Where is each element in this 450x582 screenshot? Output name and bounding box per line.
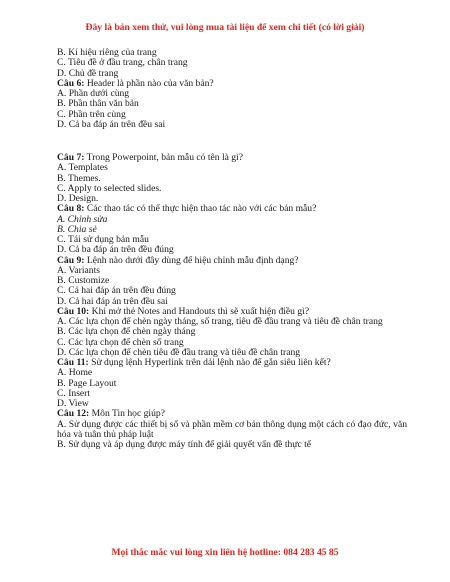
spacer bbox=[57, 130, 407, 153]
answer-option: D. Cả ba đáp án trên đều sai bbox=[57, 118, 166, 130]
question-number: Câu 6: bbox=[57, 77, 85, 89]
answer-option: C. Insert bbox=[57, 387, 91, 399]
question-text: Môn Tin học giúp? bbox=[89, 408, 165, 420]
answer-option: B. Chia sẻ bbox=[57, 223, 97, 235]
answer-option: D. Các lựa chọn để chèn tiêu đề đầu trang và tiêu đề chân trang bbox=[57, 346, 301, 358]
question-number: Câu 12: bbox=[57, 408, 90, 420]
question-8 bbox=[57, 204, 407, 214]
question-text: Sử dụng lệnh Hyperlink trên dải lệnh nào để gắn siêu liên kết? bbox=[88, 357, 331, 368]
answer-option: C. Các lựa chọn để chèn số trang bbox=[57, 336, 184, 348]
question-number: Câu 9: bbox=[57, 254, 85, 266]
answer-option: C. Apply to selected slides. bbox=[57, 182, 162, 194]
question-12 bbox=[57, 409, 407, 419]
answer-option: D. View bbox=[57, 398, 89, 409]
question-number: Câu 11: bbox=[57, 357, 89, 368]
question-text: Lệnh nào dưới đây dùng để hiệu chỉnh mẫu định dạng? bbox=[84, 254, 299, 266]
answer-option: A. Templates bbox=[57, 162, 108, 174]
question-7 bbox=[57, 153, 407, 163]
answer-option: C. Tiêu đề ở đầu trang, chân trang bbox=[57, 57, 188, 69]
answer-option: C. Cả hai đáp án trên đều đúng bbox=[57, 285, 176, 297]
document-body bbox=[57, 48, 407, 450]
answer-option: A. Chỉnh sửa bbox=[57, 213, 108, 225]
answer-option: C. Tái sử dụng bản mẫu bbox=[57, 234, 149, 245]
answer-option: A. Home bbox=[57, 367, 93, 379]
question-number: Câu 8: bbox=[57, 203, 85, 215]
question-text: Các thao tác có thể thực hiện thao tác nào với các bản mẫu? bbox=[84, 203, 317, 215]
answer-option: D. Cả ba đáp án trên đều đúng bbox=[57, 244, 174, 256]
answer-option: B. Phần thân văn bản bbox=[57, 98, 139, 110]
question-text: Header là phần nào của văn bản? bbox=[84, 77, 214, 89]
question-text: Trong Powerpoint, bản mẫu có tên là gì? bbox=[84, 152, 243, 163]
answer-option: D. Cả hai đáp án trên đều sai bbox=[57, 295, 168, 307]
answer-option: D. Design. bbox=[57, 193, 99, 204]
answer-option: B. Các lựa chọn để chèn ngày tháng bbox=[57, 326, 196, 338]
question-11 bbox=[57, 358, 407, 368]
hotline-footer: Mọi thắc mắc vui lòng xin liên hệ hotline: 084 283 45 85 bbox=[111, 547, 339, 558]
answer-option: C. Phần trên cùng bbox=[57, 108, 126, 120]
answer-option: A. Variants bbox=[57, 264, 100, 276]
answer-option: B. Sử dụng và áp dụng được máy tính để giải quyết vấn đề thực tế bbox=[57, 439, 312, 450]
preview-notice: Đây là bản xem thử, vui lòng mua tài liệu để xem chi tiết (có lời giải) bbox=[85, 22, 365, 33]
question-text: Khi mở thẻ Notes and Handouts thì sẽ xuất hiện điều gì? bbox=[89, 305, 310, 317]
answer-option: A. Các lựa chọn để chèn ngày tháng, số trang, tiêu đề đầu trang và tiêu đề chân trang bbox=[57, 316, 383, 327]
question-9 bbox=[57, 256, 407, 266]
answer-option: A. Sử dụng được các thiết bị số và phần mềm cơ bản thông dụng một cách có đạo đức, văn hóa và tuân thủ pháp luật bbox=[57, 418, 407, 440]
answer-option: B. Kí hiệu riêng của trang bbox=[57, 47, 157, 58]
answer-option: B. Page Layout bbox=[57, 377, 117, 389]
answer-option: B. Customize bbox=[57, 275, 110, 286]
answer-option: A. Phần dưới cùng bbox=[57, 88, 130, 99]
question-number: Câu 10: bbox=[57, 305, 90, 317]
question-number: Câu 7: bbox=[57, 152, 85, 163]
answer-option: B. Themes. bbox=[57, 172, 101, 184]
answer-option: D. Chủ đề trang bbox=[57, 67, 119, 79]
